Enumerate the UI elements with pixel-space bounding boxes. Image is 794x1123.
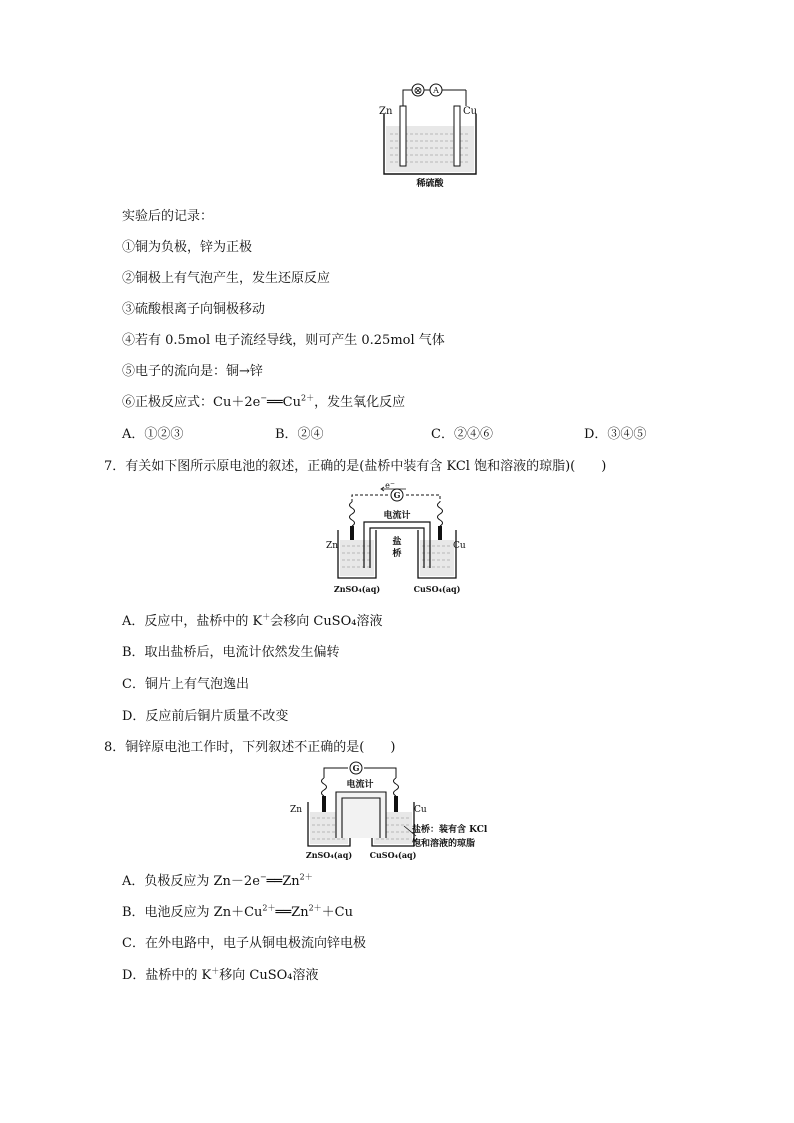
q6-option-d: D．③④⑤ [584, 427, 647, 442]
bulb-symbol: ⊗ [413, 84, 423, 97]
galvanometer-symbol: G [352, 763, 360, 773]
q8-option-c: C．在外电路中，电子从铜电极流向锌电极 [122, 936, 366, 951]
q7-option-b: B．取出盐桥后，电流计依然发生偏转 [122, 645, 340, 660]
q6-option-b: B．②④ [275, 427, 324, 442]
salt-bridge-cell-figure-q8 [284, 758, 504, 862]
q7-option-a: A．反应中，盐桥中的 K＋会移向 CuSO₄溶液 [122, 612, 383, 629]
q7-option-c: C．铜片上有气泡逸出 [122, 677, 249, 692]
left-solution-label: ZnSO₄(aq) [305, 850, 353, 860]
copper-electrode [454, 106, 460, 166]
q8-option-a: A．负极反应为 $Zn-2e^-══Zn^{2+}$ [122, 872, 313, 889]
salt-bridge [336, 792, 386, 838]
record-item-2: ②铜极上有气泡产生，发生还原反应 [122, 271, 331, 286]
cu-label: Cu [463, 106, 478, 117]
record-item-3: ③硫酸根离子向铜极移动 [122, 302, 266, 317]
zn-label: Zn [326, 541, 339, 551]
salt-bridge-note-1: 盐桥：装有含 KCl [412, 825, 488, 835]
zn-label: Zn [290, 805, 303, 815]
q6-option-c: C．②④⑥ [431, 427, 493, 442]
q8-option-b: B．电池反应为 $Zn+Cu^{2+}══Zn^{2+}+Cu$ [122, 903, 353, 920]
q6-option-a: A．①②③ [122, 427, 184, 442]
record-item-1: ①铜为负极，锌为正极 [122, 240, 253, 255]
left-solution-label: ZnSO₄(aq) [333, 584, 381, 594]
cu-label: Cu [453, 541, 466, 551]
record-item-5: ⑤电子的流向是：铜→锌 [122, 364, 263, 379]
salt-bridge-cell-figure-q7 [326, 478, 468, 600]
cu-label: Cu [414, 805, 427, 815]
galvanometer-label: 电流计 [383, 511, 411, 521]
q7-stem: 7．有关如下图所示原电池的叙述，正确的是(盐桥中装有含 KCl 饱和溶液的琼脂)( ) [104, 459, 607, 474]
zn-cu-sulfuric-acid-cell-figure [378, 78, 482, 188]
ammeter-label: A [433, 86, 439, 95]
q8-stem: 8．铜锌原电池工作时，下列叙述不正确的是( ) [104, 740, 396, 755]
right-solution-label: CuSO₄(aq) [413, 584, 461, 594]
zn-label: Zn [379, 106, 393, 117]
galvanometer-label: 电流计 [346, 780, 374, 790]
q8-option-d: D．盐桥中的 K＋移向 CuSO₄溶液 [122, 966, 319, 983]
bridge-label-1: 盐 [392, 537, 402, 547]
record-title: 实验后的记录： [122, 209, 214, 224]
record-item-4: ④若有 0.5mol 电子流经导线，则可产生 0.25mol 气体 [122, 333, 445, 348]
q7-option-d: D．反应前后铜片质量不改变 [122, 709, 289, 724]
bridge-label-2: 桥 [392, 549, 402, 559]
electron-label: e− [385, 480, 395, 490]
salt-bridge-note-2: 饱和溶液的琼脂 [412, 839, 476, 849]
record-item-6: ⑥正极反应式：$Cu+2e^-══Cu^{2+}$，发生氧化反应 [122, 393, 406, 410]
right-solution-label: CuSO₄(aq) [369, 850, 417, 860]
galvanometer-symbol: G [393, 490, 401, 500]
electrolyte-caption: 稀硫酸 [416, 179, 444, 188]
zinc-electrode [400, 106, 406, 166]
